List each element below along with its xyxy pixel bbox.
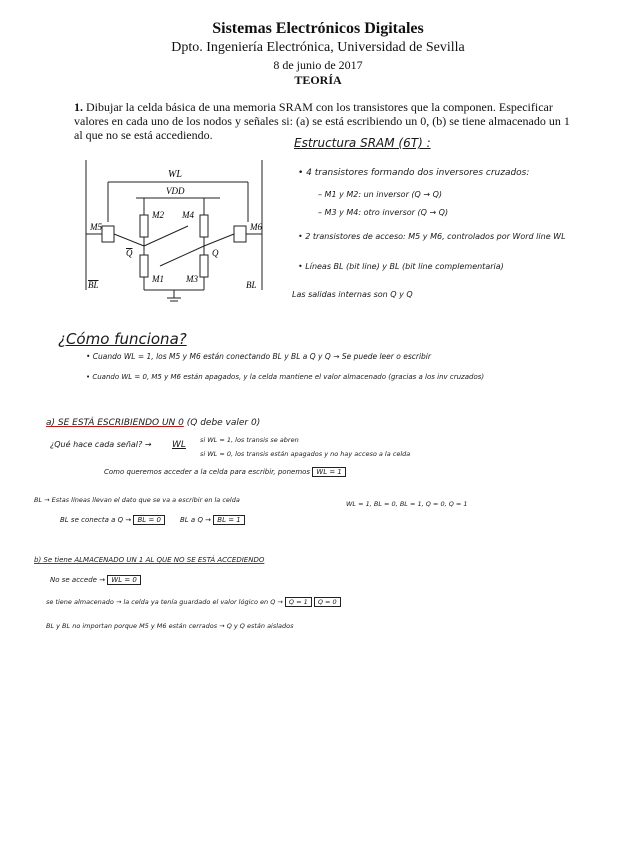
como-bullet-2: • Cuando WL = 0, M5 y M6 están apagados, y la celda mantiene el valor almacenado (gracias a los inv cruzados) <box>86 373 485 381</box>
question-text: Dibujar la celda básica de una memoria SRAM con los transistores que la componen. Especificar valores en cada uno de los nodos y señales si: (a) se está escribiendo un 0, (b) se tiene almacenado un 1 al que no se está accediendo. <box>74 100 570 142</box>
label-m2: M2 <box>152 210 164 220</box>
part-a-header <box>46 418 260 428</box>
label-blbar: BL <box>88 280 99 290</box>
label-q: Q <box>212 248 219 258</box>
label-m4: M4 <box>182 210 194 220</box>
part-a-bl: BL → Estas líneas llevan el dato que se va a escribir en la celda <box>34 496 240 504</box>
part-b-qbar-box: Q = 0 <box>314 597 341 607</box>
label-vdd: VDD <box>166 186 185 196</box>
structure-bullet-1b: – M3 y M4: otro inversor (Q → Q) <box>318 208 449 217</box>
part-a-bl-conn <box>60 516 165 524</box>
label-m1: M1 <box>152 274 164 284</box>
label-qbar: Q <box>126 248 133 258</box>
structure-bullet-4: Las salidas internas son Q y Q <box>292 290 413 299</box>
structure-title: Estructura SRAM (6T) : <box>294 136 431 150</box>
structure-bullet-1: • 4 transistores formando dos inversores cruzados: <box>298 168 530 178</box>
como-funciona-title: ¿Cómo funciona? <box>58 330 187 348</box>
part-a-bl-conn-text: BL se conecta a Q → <box>60 516 132 524</box>
sram-circuit <box>78 160 278 310</box>
part-b-line-1-text: No se accede → <box>50 576 106 584</box>
page-title: Sistemas Electrónicos Digitales <box>212 20 424 37</box>
part-a-write-text: Como queremos acceder a la celda para escribir, ponemos <box>104 468 311 476</box>
label-wl: WL <box>168 169 182 180</box>
part-b-wl-box: WL = 0 <box>107 575 141 585</box>
part-a-title: a) SE ESTÁ ESCRIBIENDO UN 0 <box>46 418 184 428</box>
part-b-line-1 <box>50 576 141 584</box>
part-a-values: WL = 1, BL = 0, BL = 1, Q = 0, Q = 1 <box>346 500 468 508</box>
como-bullet-1: • Cuando WL = 1, los M5 y M6 están conectando BL y BL a Q y Q → Se puede leer o escribir <box>86 352 431 361</box>
part-b-q-box: Q = 1 <box>285 597 312 607</box>
part-b-title: b) Se tiene ALMACENADO UN 1 AL QUE NO SE ESTÁ ACCEDIENDO <box>34 556 265 564</box>
structure-bullet-1a: – M1 y M2: un inversor (Q → Q) <box>318 190 443 199</box>
structure-bullet-2: • 2 transistores de acceso: M5 y M6, controlados por Word line WL <box>298 232 566 241</box>
question-number: 1. <box>74 100 83 114</box>
part-a-write-box: WL = 1 <box>312 467 346 477</box>
structure-bullet-3: • Líneas BL (bit line) y BL (bit line complementaria) <box>298 262 504 271</box>
label-m5: M5 <box>90 222 102 232</box>
part-a-wl: WL <box>172 440 186 450</box>
part-a-note: (Q debe valer 0) <box>186 418 261 428</box>
part-b-line-2 <box>46 598 341 606</box>
part-a-blbar-box: BL = 1 <box>213 515 244 525</box>
part-a-bl-box: BL = 0 <box>133 515 164 525</box>
part-a-blbar-conn <box>180 516 245 524</box>
part-a-wl0: si WL = 0, los transis están apagados y no hay acceso a la celda <box>200 450 411 458</box>
exam-date: 8 de junio de 2017 <box>273 58 363 72</box>
part-b-line-2-text: se tiene almacenado → la celda ya tenía guardado el valor lógico en Q → <box>46 598 283 606</box>
label-m6: M6 <box>250 222 262 232</box>
part-a-blbar-conn-text: BL a Q → <box>180 516 212 524</box>
department: Dpto. Ingeniería Electrónica, Universidad de Sevilla <box>171 40 465 55</box>
section-title: TEORÍA <box>294 73 342 87</box>
part-a-wl1: si WL = 1, los transis se abren <box>200 436 299 444</box>
part-a-question: ¿Qué hace cada señal? → <box>50 440 152 449</box>
label-bl: BL <box>246 280 257 290</box>
part-b-line-3: BL y BL no importan porque M5 y M6 están cerrados → Q y Q están aislados <box>46 622 294 630</box>
part-a-write <box>104 468 346 476</box>
label-m3: M3 <box>186 274 198 284</box>
